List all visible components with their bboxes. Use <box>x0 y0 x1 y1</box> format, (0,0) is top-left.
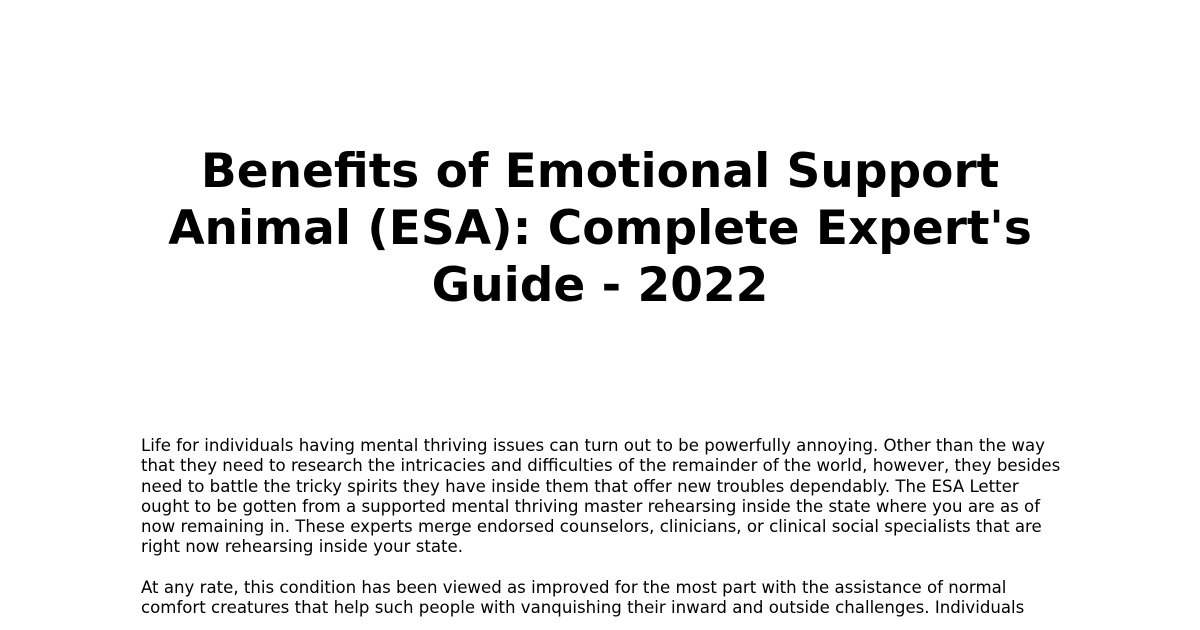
document-title: Benefits of Emotional Support Animal (ESA): Complete Expert's Guide - 2022 <box>168 144 1032 313</box>
paragraph-1: Life for individuals having mental thriving issues can turn out to be powerfully annoying. Other than the way that they need to research the intricacies and difficulties of the remainder of the world, however, they besides need to battle the tricky spirits they have inside them that offer new troubles dependably. The ESA Letter ought to be gotten from a supported mental thriving master rehearsing inside the state where you are as of now remaining in. These experts merge endorsed counselors, clinicians, or clinical social specialists that are right now rehearsing inside your state. <box>141 436 1061 557</box>
paragraph-2: At any rate, this condition has been viewed as improved for the most part with the assistance of normal comfort creatures that help such people with vanquishing their inward and outside challenges. Individuals <box>141 577 1025 618</box>
document-body <box>141 436 1061 630</box>
